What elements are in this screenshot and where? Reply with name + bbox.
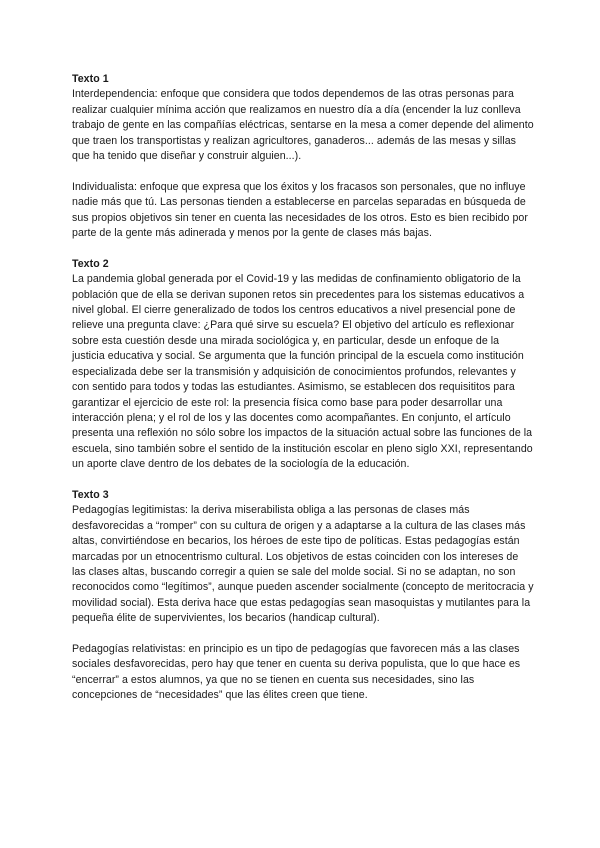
section-texto-2 <box>72 257 534 473</box>
section-texto-1 <box>72 72 534 241</box>
section-spacer <box>72 473 534 488</box>
paragraph-individualista: Individualista: enfoque que expresa que los éxitos y los fracasos son personales, que no influye nadie más que tú. Las personas tienden a establecerse en parcelas separadas en búsqueda de sus propios objetivos sin tener en cuenta las necesidades de los otros. Esto es bien recibido por parte de la gente más adinerada y menos por la gente de clases más bajas. <box>72 180 528 240</box>
paragraph-interdependencia: Interdependencia: enfoque que considera que todos dependemos de las otras personas para realizar cualquier mínima acción que realizamos en nuestro día a día (encender la luz conlleva trabajo de gente en las compañías eléctricas, sentarse en la mesa a comer depende del alimento que traen los transportistas y realizan agricultores, ganaderos... además de las mesas y sillas que ha tenido que diseñar y construir alguien...). <box>72 88 534 163</box>
paragraph-relativistas: Pedagogías relativistas: en principio es un tipo de pedagogías que favorecen más a las clases sociales desfavorecidas, pero hay que tener en cuenta su deriva populista, que lo que hace es “encerrar” a estos alumnos, ya que no se tienen en cuenta sus necesidades, sino las concepciones de “necesidades” que las élites creen que tiene. <box>72 642 521 702</box>
paragraph-spacer <box>72 627 534 642</box>
section-title: Texto 2 <box>72 257 109 270</box>
paragraph-spacer <box>72 164 534 179</box>
section-spacer <box>72 241 534 256</box>
section-texto-3 <box>72 488 534 704</box>
paragraph-legitimistas: Pedagogías legitimistas: la deriva miserabilista obliga a las personas de clases más desfavorecidas a “romper” con su cultura de origen y a adaptarse a la cultura de las clases más altas, convirtiéndose en becarios, los héroes de este tipo de políticas. Estas pedagogías están marcadas por un etnocentrismo cultural. Los objetivos de estas coinciden con los intereses de las clases altas, buscando corregir a quien se sale del molde social. Si no se adaptan, no son reconocidos como “legítimos”, aunque pueden ascender socialmente (concepto de meritocracia y movilidad social). Esta deriva hace que estas pedagogías sean masoquistas y mutilantes para la pequeña élite de supervivientes, los becarios (handicap cultural). <box>72 504 534 625</box>
section-title: Texto 3 <box>72 488 109 501</box>
section-title: Texto 1 <box>72 73 109 85</box>
document-page <box>72 72 534 704</box>
paragraph-pandemia: La pandemia global generada por el Covid-19 y las medidas de confinamiento obligatorio de la población que de ella se derivan suponen retos sin precedentes para los sistemas educativos a nivel global. El cierre generalizado de todos los centros educativos a nivel presencial pone de relieve una pregunta clave: ¿Para qué sirve su escuela? El objetivo del artículo es reflexionar sobre esta cuestión desde una mirada sociológica y, en particular, desde un enfoque de la justicia educativa y social. Se argumenta que la función principal de la escuela como institución especializada debe ser la transmisión y adquisición de conocimientos profundos, relevantes y con sentido para todos y todas las estudiantes. Asimismo, se establecen dos requisititos para garantizar el ejercicio de este rol: la presencia física como base para poder desarrollar una interacción plena; y el rol de los y las docentes como acompañantes. En conjunto, el artículo presenta una reflexión no sólo sobre los impactos de la situación actual sobre las funciones de la escuela, sino también sobre el sentido de la institución escolar en pleno siglo XXI, representando un aporte clave dentro de los debates de la sociología de la educación. <box>72 273 533 471</box>
